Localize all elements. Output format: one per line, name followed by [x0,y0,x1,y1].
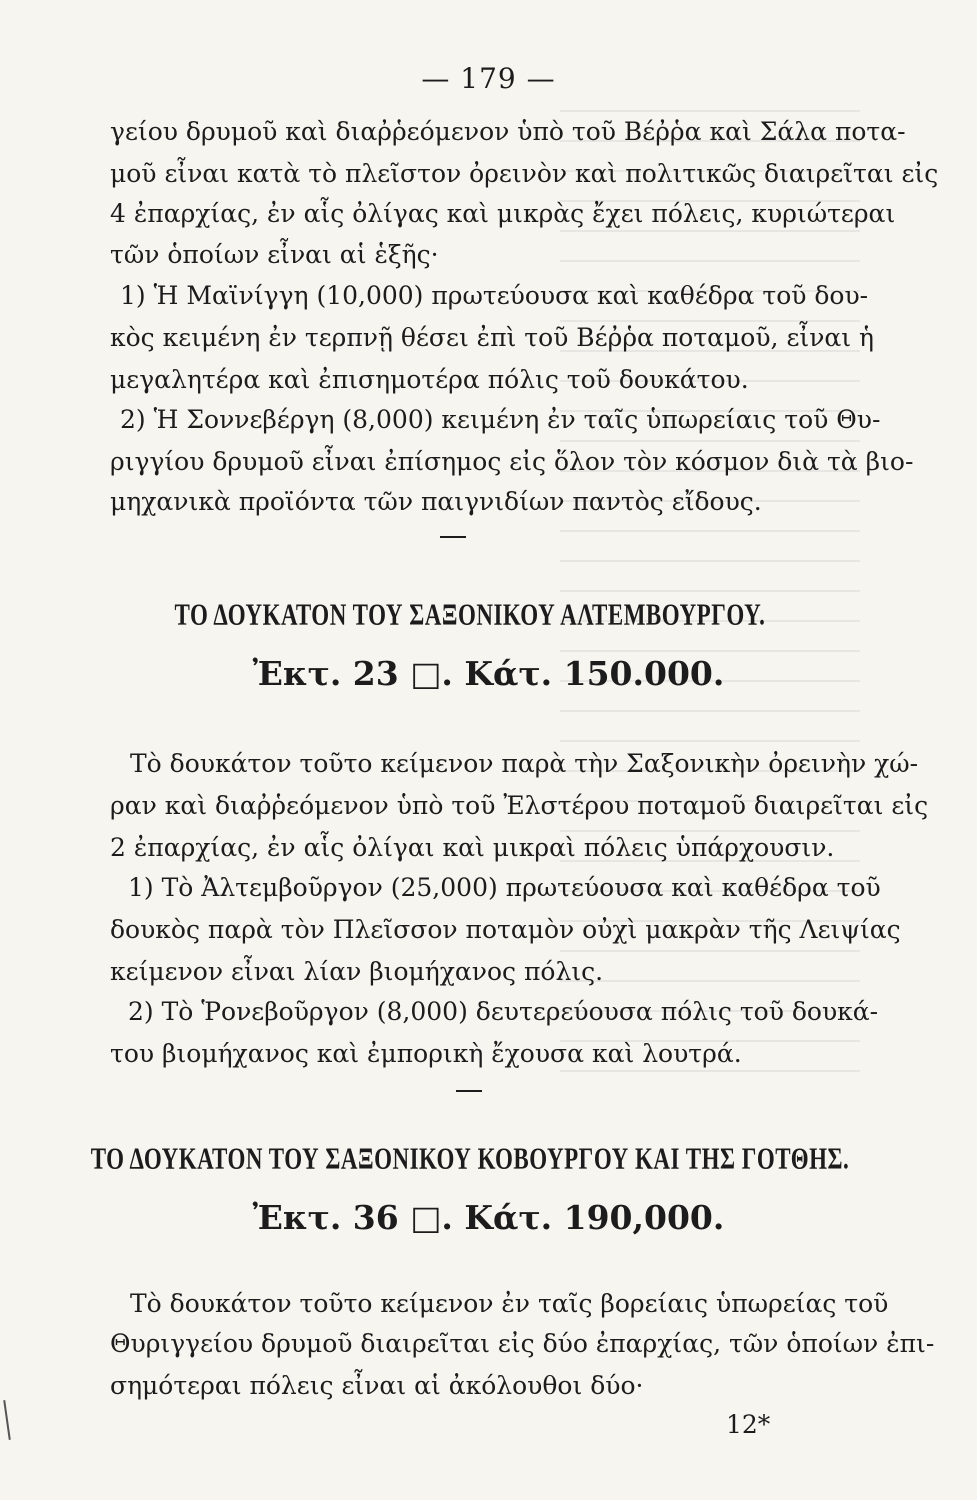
section-heading: ΤΟ ΔΟΥΚΑΤΟΝ ΤΟΥ ΣΑΞΟΝΙΚΟΥ ΑΛΤΕΜΒΟΥΡΓΟΥ. [174,597,766,632]
text-line: 4 ἐπαρχίας, ἐν αἷς ὀλίγας καὶ μικρὰς ἔχει πόλεις, κυριώτεραι [110,199,896,228]
text-line: ριγγίου δρυμοῦ εἶναι ἐπίσημος εἰς ὅλον τὸν κόσμον διὰ τὰ βιο- [110,447,914,476]
text-line: Θυριγγείου δρυμοῦ διαιρεῖται εἰς δύο ἐπαρχίας, τῶν ὁποίων ἐπι- [110,1329,935,1358]
text-line: γείου δρυμοῦ καὶ διαῤῥεόμενον ὑπὸ τοῦ Βέῤῥα καὶ Σάλα ποτα- [110,117,906,146]
area-population-stats: Ἐκτ. 23 □. Κάτ. 150.000. [252,654,725,693]
text-line: ραν καὶ διαῤῥεόμενον ὑπὸ τοῦ Ἐλστέρου ποταμοῦ διαιρεῖται εἰς [110,791,929,820]
text-line: σημότεραι πόλεις εἶναι αἱ ἀκόλουθοι δύο· [110,1371,644,1400]
text-line: 2) Ἡ Σοννεβέργη (8,000) κειμένη ἐν ταῖς ὑπωρείαις τοῦ Θυ- [120,405,881,434]
text-line: Τὸ δουκάτον τοῦτο κείμενον παρὰ τὴν Σαξονικὴν ὀρεινὴν χώ- [130,749,919,778]
page-number: — 179 — [421,62,556,95]
text-line: μεγαλητέρα καὶ ἐπισημοτέρα πόλις τοῦ δουκάτου. [110,365,749,394]
area-population-stats: Ἐκτ. 36 □. Κάτ. 190,000. [252,1198,725,1237]
text-line: του βιομήχανος καὶ ἐμπορικὴ ἔχουσα καὶ λουτρά. [110,1039,742,1068]
text-line: τῶν ὁποίων εἶναι αἱ ἑξῆς· [110,240,439,269]
text-line: Τὸ δουκάτον τοῦτο κείμενον ἐν ταῖς βορείαις ὑπωρείας τοῦ [130,1289,889,1318]
text-line: 1) Τὸ Ἀλτεμβοῦργον (25,000) πρωτεύουσα καὶ καθέδρα τοῦ [128,873,881,902]
text-line: 1) Ἡ Μαϊνίγγη (10,000) πρωτεύουσα καὶ καθέδρα τοῦ δου- [120,281,869,310]
signature-mark: 12* [726,1410,771,1439]
text-line: μηχανικὰ προϊόντα τῶν παιγνιδίων παντὸς εἴδους. [110,487,762,516]
text-line: κὸς κειμένη ἐν τερπνῇ θέσει ἐπὶ τοῦ Βέῤῥα ποταμοῦ, εἶναι ἡ [110,323,875,352]
text-line: 2 ἐπαρχίας, ἐν αἷς ὀλίγαι καὶ μικραὶ πόλεις ὑπάρχουσιν. [110,833,835,862]
text-line: δουκὸς παρὰ τὸν Πλεῖσσον ποταμὸν οὐχὶ μακρὰν τῆς Λειψίας [110,915,901,944]
section-heading: ΤΟ ΔΟΥΚΑΤΟΝ ΤΟΥ ΣΑΞΟΝΙΚΟΥ ΚΟΒΟΥΡΓΟΥ ΚΑΙ ΤΗΣ ΓΟΤΘΗΣ. [90,1141,850,1176]
section-divider [456,1090,482,1092]
section-divider [440,536,466,538]
text-line: κείμενον εἶναι λίαν βιομήχανος πόλις. [110,957,604,986]
text-line: μοῦ εἶναι κατὰ τὸ πλεῖστον ὀρεινὸν καὶ πολιτικῶς διαιρεῖται εἰς [110,159,939,188]
text-line: 2) Τὸ Ῥονεβοῦργον (8,000) δευτερεύουσα πόλις τοῦ δουκά- [128,997,879,1026]
margin-ink-mark [3,1400,11,1440]
